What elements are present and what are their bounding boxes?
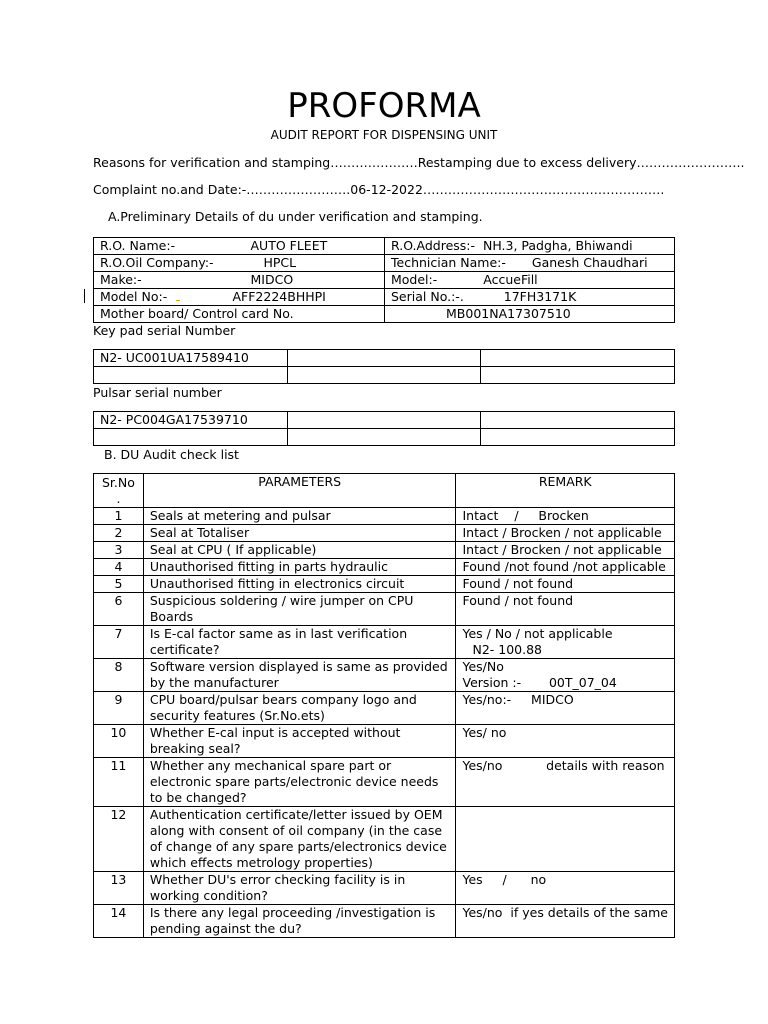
empty-cell [287, 429, 481, 446]
section-a-heading: A.Preliminary Details of du under verification and stamping. [108, 209, 483, 224]
remark-cell [456, 758, 675, 807]
empty-cell [287, 367, 481, 384]
table-row [94, 306, 675, 323]
empty-cell [481, 429, 675, 446]
serial-cell [385, 289, 675, 306]
header-sr-no [94, 474, 144, 508]
serial-value: 17FH3171K [503, 289, 577, 304]
table-row [94, 255, 675, 272]
table-header-row [94, 474, 675, 508]
empty-cell [287, 350, 481, 367]
remark-cell [456, 525, 675, 542]
table-row [94, 350, 675, 367]
table-row [94, 542, 675, 559]
technician-value: Ganesh Chaudhari [531, 255, 648, 270]
technician-cell [385, 255, 675, 272]
remark-cell [456, 576, 675, 593]
remark-text: Found / not found [462, 576, 574, 591]
make-cell [94, 272, 385, 289]
model-label: Model:- [391, 272, 438, 287]
table-row [94, 659, 675, 692]
text-cursor-marker [84, 289, 85, 303]
table-row [94, 807, 675, 872]
spellcheck-mark [176, 300, 180, 301]
sr-no-cell: 7 [94, 626, 144, 659]
empty-cell [481, 367, 675, 384]
table-row [94, 429, 675, 446]
remark-cell [456, 593, 675, 626]
remark-cell [456, 905, 675, 938]
remark-text: Yes / No / not applicable [462, 626, 613, 641]
remark-text: Yes/ no [462, 725, 507, 740]
remark-text: Yes/no details with reason [462, 758, 665, 773]
sr-no-cell: 13 [94, 872, 144, 905]
parameter-cell: Software version displayed is same as provided by the manufacturer [143, 659, 456, 692]
model-no-cell [94, 289, 385, 306]
pulsar-heading: Pulsar serial number [93, 385, 222, 400]
keypad-heading: Key pad serial Number [93, 323, 236, 338]
parameter-cell: CPU board/pulsar bears company logo and security features (Sr.No.ets) [143, 692, 456, 725]
ro-address-cell [385, 238, 675, 255]
remark-detail: N2- 100.88 [472, 642, 543, 657]
remark-text: Intact / Brocken / not applicable [462, 542, 662, 557]
header-parameters: PARAMETERS [143, 474, 456, 508]
sr-no-cell: 11 [94, 758, 144, 807]
reasons-line: Reasons for verification and stamping…………………Restamping due to excess delivery…………………….. [93, 155, 745, 170]
table-row [94, 367, 675, 384]
remark-text: Yes/No [462, 659, 504, 674]
section-b-heading: B. DU Audit check list [104, 447, 239, 462]
table-row [94, 626, 675, 659]
remark-text: Yes/no if yes details of the same [462, 905, 668, 920]
sr-no-cell: 12 [94, 807, 144, 872]
sr-no-cell: 3 [94, 542, 144, 559]
oil-company-cell [94, 255, 385, 272]
table-row [94, 525, 675, 542]
remark-text: Found /not found /not applicable [462, 559, 666, 574]
table-row [94, 412, 675, 429]
motherboard-label-cell [94, 306, 385, 323]
table-row [94, 905, 675, 938]
remark-cell [456, 872, 675, 905]
oil-company-value: HPCL [263, 255, 297, 270]
table-row [94, 692, 675, 725]
remark-cell [456, 626, 675, 659]
header-remark: REMARK [456, 474, 675, 508]
empty-cell [481, 412, 675, 429]
ro-name-cell [94, 238, 385, 255]
motherboard-value: MB001NA17307510 [446, 306, 571, 321]
remark-text: Intact / Brocken [462, 508, 589, 523]
table-row [94, 559, 675, 576]
ro-address-value: NH.3, Padgha, Bhiwandi [483, 238, 633, 253]
remark-cell [456, 725, 675, 758]
remark-cell [456, 559, 675, 576]
parameter-cell: Whether DU's error checking facility is in working condition? [143, 872, 456, 905]
sr-no-cell: 2 [94, 525, 144, 542]
model-value: AccueFill [483, 272, 538, 287]
parameter-cell: Whether any mechanical spare part or electronic spare parts/electronic device needs to be changed? [143, 758, 456, 807]
table-row [94, 758, 675, 807]
model-no-label: Model No:- [100, 289, 168, 304]
parameter-cell: Authentication certificate/letter issued by OEM along with consent of oil company (in the case of change of any spare parts/electronics device which effects metrology properties) [143, 807, 456, 872]
remark-text: Yes/no:- MIDCO [462, 692, 574, 707]
page-subtitle: AUDIT REPORT FOR DISPENSING UNIT [270, 128, 498, 142]
header-sr-no-dot: . [116, 491, 121, 506]
empty-cell [287, 412, 481, 429]
technician-label: Technician Name:- [391, 255, 506, 270]
sr-no-cell: 14 [94, 905, 144, 938]
table-row [94, 238, 675, 255]
table-row [94, 272, 675, 289]
sr-no-cell: 6 [94, 593, 144, 626]
parameter-cell: Seal at Totaliser [143, 525, 456, 542]
ro-name-value: AUTO FLEET [250, 238, 328, 253]
preliminary-details-table [93, 237, 675, 323]
remark-cell [456, 807, 675, 872]
pulsar-serial-table [93, 411, 675, 446]
table-row [94, 289, 675, 306]
parameter-cell: Seals at metering and pulsar [143, 508, 456, 525]
keypad-serial-value: N2- UC001UA17589410 [94, 350, 288, 367]
parameter-cell: Seal at CPU ( If applicable) [143, 542, 456, 559]
remark-cell [456, 508, 675, 525]
header-sr-no-text: Sr.No [101, 475, 135, 490]
empty-cell [481, 350, 675, 367]
motherboard-label: Mother board/ Control card No. [100, 306, 294, 321]
page-title: PROFORMA [287, 86, 481, 126]
table-row [94, 508, 675, 525]
parameter-cell: Unauthorised fitting in parts hydraulic [143, 559, 456, 576]
model-cell [385, 272, 675, 289]
oil-company-label: R.O.Oil Company:- [100, 255, 214, 270]
parameter-cell: Is E-cal factor same as in last verification certificate? [143, 626, 456, 659]
table-row [94, 872, 675, 905]
remark-detail: Version :- 00T_07_04 [462, 675, 617, 690]
table-row [94, 576, 675, 593]
table-row [94, 593, 675, 626]
parameter-cell: Suspicious soldering / wire jumper on CPU Boards [143, 593, 456, 626]
sr-no-cell: 8 [94, 659, 144, 692]
serial-label: Serial No.:-. [391, 289, 464, 304]
ro-name-label: R.O. Name:- [100, 238, 176, 253]
sr-no-cell: 9 [94, 692, 144, 725]
audit-checklist-table [93, 473, 675, 938]
motherboard-value-cell [385, 306, 675, 323]
remark-cell [456, 659, 675, 692]
sr-no-cell: 10 [94, 725, 144, 758]
sr-no-cell: 4 [94, 559, 144, 576]
keypad-serial-table [93, 349, 675, 384]
table-row [94, 725, 675, 758]
remark-text: Yes / no [462, 872, 547, 887]
sr-no-cell: 5 [94, 576, 144, 593]
parameter-cell: Unauthorised fitting in electronics circuit [143, 576, 456, 593]
parameter-cell: Whether E-cal input is accepted without breaking seal? [143, 725, 456, 758]
pulsar-serial-value: N2- PC004GA17539710 [94, 412, 288, 429]
remark-cell [456, 542, 675, 559]
remark-cell [456, 692, 675, 725]
ro-address-label: R.O.Address:- [391, 238, 476, 253]
make-label: Make:- [100, 272, 142, 287]
parameter-cell: Is there any legal proceeding /investigation is pending against the du? [143, 905, 456, 938]
empty-cell [94, 367, 288, 384]
empty-cell [94, 429, 288, 446]
make-value: MIDCO [250, 272, 294, 287]
complaint-line: Complaint no.and Date:-…………………….06-12-2022…………………………………………………. [93, 182, 665, 197]
model-no-value: AFF2224BHHPI [232, 289, 326, 304]
sr-no-cell: 1 [94, 508, 144, 525]
remark-text: Intact / Brocken / not applicable [462, 525, 662, 540]
remark-text: Found / not found [462, 593, 574, 608]
